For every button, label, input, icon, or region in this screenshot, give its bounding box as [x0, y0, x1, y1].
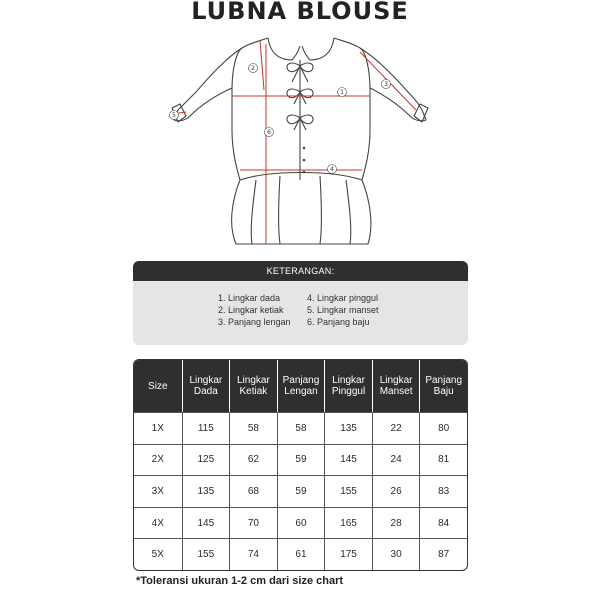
- header-armhole: [229, 360, 277, 412]
- header-line: Panjang: [425, 375, 463, 386]
- table-cell: 2X: [134, 444, 182, 476]
- header-length: [419, 360, 467, 412]
- table-cell: 4X: [134, 507, 182, 539]
- header-size: [134, 360, 182, 412]
- legend-item: 6. Panjang baju: [307, 317, 370, 327]
- table-cell: 125: [182, 444, 230, 476]
- table-cell: 26: [372, 475, 420, 507]
- marker-6-label: 6: [267, 129, 271, 136]
- table-row: [134, 444, 467, 476]
- button-dot: [303, 159, 306, 162]
- table-cell: 59: [277, 475, 325, 507]
- tolerance-note: *Toleransi ukuran 1-2 cm dari size chart: [136, 575, 344, 587]
- blouse-illustration: [160, 30, 440, 250]
- table-cell: 30: [372, 538, 420, 570]
- page-title: LUBNA BLOUSE: [191, 0, 409, 25]
- table-cell: 84: [419, 507, 467, 539]
- marker-5-label: 5: [172, 112, 176, 119]
- header-line: Dada: [193, 386, 218, 397]
- header-chest: [182, 360, 230, 412]
- ruffle-seam: [240, 173, 362, 181]
- table-row: [134, 507, 467, 539]
- header-hip: [324, 360, 372, 412]
- table-cell: 70: [229, 507, 277, 539]
- legend-column-right: [307, 292, 379, 328]
- header-line: Size: [148, 380, 168, 392]
- table-cell: 87: [419, 538, 467, 570]
- header-line: Lingkar: [237, 375, 270, 386]
- collar-left: [268, 38, 300, 60]
- table-cell: 59: [277, 444, 325, 476]
- header-line: Lengan: [284, 386, 318, 397]
- header-line: Ketiak: [239, 386, 268, 397]
- marker-1-label: 1: [340, 89, 344, 96]
- table-row: [134, 475, 467, 507]
- legend-item: 5. Lingkar manset: [307, 305, 379, 315]
- button-dot: [303, 171, 306, 174]
- table-row: [134, 538, 467, 570]
- table-cell: 22: [372, 412, 420, 444]
- legend-item: 3. Panjang lengan: [218, 317, 291, 327]
- header-cuff: [372, 360, 420, 412]
- header-sleeve: [277, 360, 325, 412]
- legend-heading: KETERANGAN:: [133, 261, 468, 281]
- table-cell: 115: [182, 412, 230, 444]
- header-line: Pinggul: [331, 386, 366, 397]
- table-cell: 60: [277, 507, 325, 539]
- table-cell: 62: [229, 444, 277, 476]
- table-cell: 5X: [134, 538, 182, 570]
- table-row: [134, 412, 467, 444]
- measure-armhole: [260, 40, 264, 90]
- marker-3-label: 3: [384, 81, 388, 88]
- table-cell: 61: [277, 538, 325, 570]
- table-cell: 83: [419, 475, 467, 507]
- legend-item: 2. Lingkar ketiak: [218, 305, 284, 315]
- table-cell: 24: [372, 444, 420, 476]
- header-line: Lingkar: [332, 375, 365, 386]
- table-cell: 3X: [134, 475, 182, 507]
- collar-right: [302, 38, 334, 60]
- header-line: Panjang: [282, 375, 320, 386]
- header-line: Lingkar: [379, 375, 413, 386]
- table-cell: 135: [182, 475, 230, 507]
- table-cell: 155: [182, 538, 230, 570]
- table-cell: 58: [277, 412, 325, 444]
- legend-item: 1. Lingkar dada: [218, 293, 281, 303]
- marker-2-label: 2: [251, 65, 255, 72]
- legend-body: [133, 281, 468, 345]
- table-cell: 28: [372, 507, 420, 539]
- size-chart-table: [133, 359, 468, 571]
- table-cell: 1X: [134, 412, 182, 444]
- table-cell: 68: [229, 475, 277, 507]
- button-dot: [303, 147, 306, 150]
- header-line: Lingkar: [189, 375, 223, 386]
- legend-panel: [133, 261, 468, 345]
- table-cell: 80: [419, 412, 467, 444]
- table-cell: 135: [324, 412, 372, 444]
- table-cell: 58: [229, 412, 277, 444]
- header-line: Baju: [433, 386, 454, 397]
- header-line: Manset: [379, 386, 413, 397]
- table-cell: 175: [324, 538, 372, 570]
- marker-4-label: 4: [330, 166, 334, 173]
- table-cell: 74: [229, 538, 277, 570]
- legend-column-left: [218, 292, 291, 328]
- table-cell: 145: [324, 444, 372, 476]
- table-cell: 81: [419, 444, 467, 476]
- table-header-row: [134, 360, 467, 412]
- table-cell: 145: [182, 507, 230, 539]
- legend-item: 4. Lingkar pinggul: [307, 293, 379, 303]
- table-cell: 155: [324, 475, 372, 507]
- table-cell: 165: [324, 507, 372, 539]
